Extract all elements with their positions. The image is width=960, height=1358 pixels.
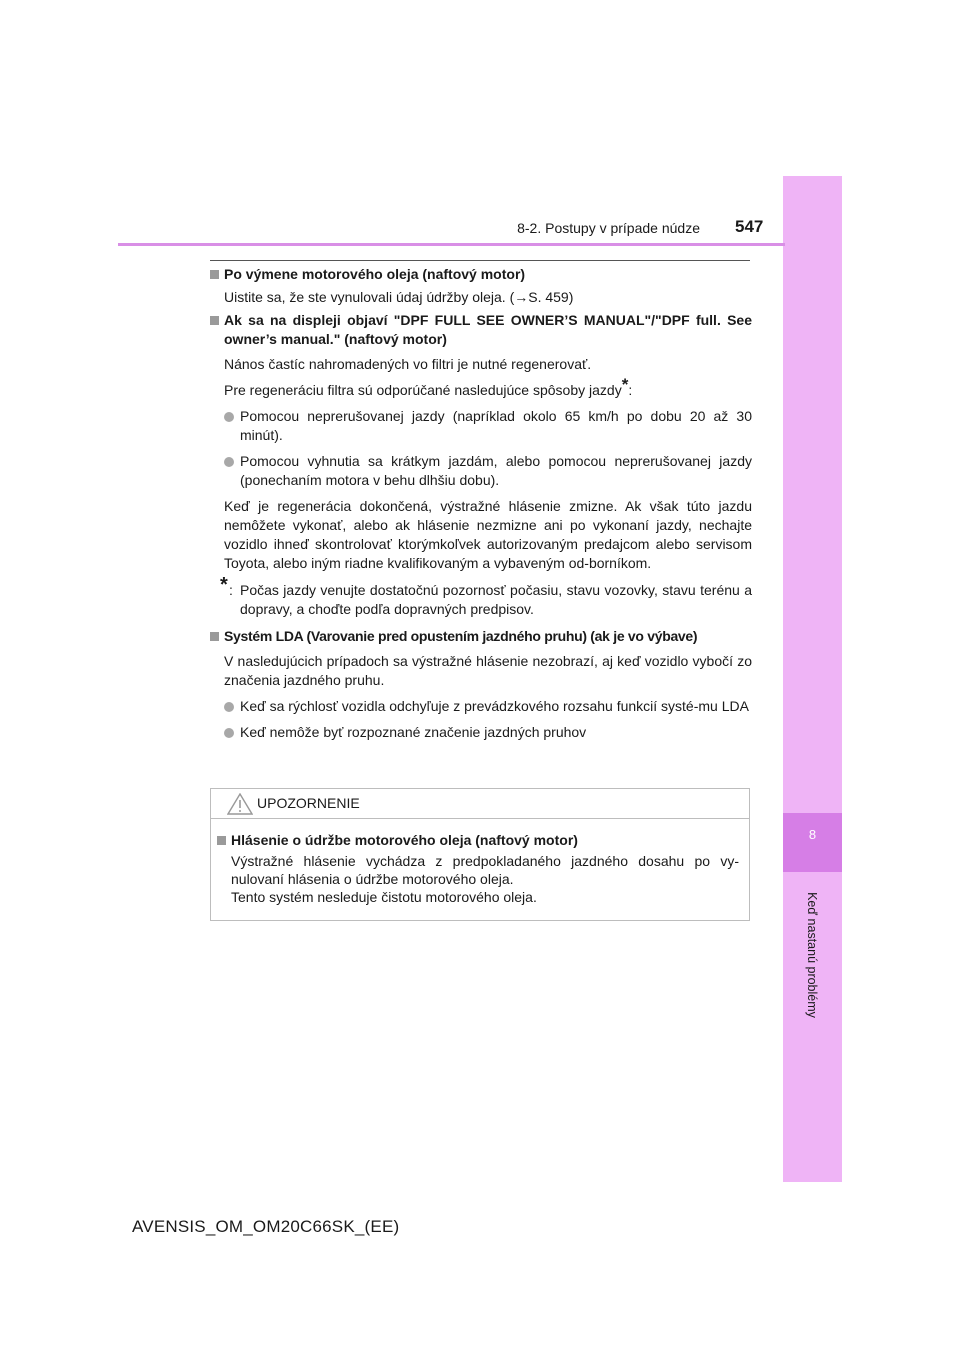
caution-body: [211, 819, 749, 906]
footer-document-code: AVENSIS_OM_OM20C66SK_(EE): [132, 1217, 400, 1236]
list-item-text: Keď sa rýchlosť vozidla odchyľuje z prevádzkového rozsahu funkcií systé-mu LDA: [240, 698, 749, 714]
round-bullet-icon: [224, 702, 234, 712]
round-bullet-icon: [224, 728, 234, 738]
side-tab-chapter-marker: [783, 813, 842, 872]
paragraph-end: :: [628, 382, 633, 398]
heading-text: Hlásenie o údržbe motorového oleja (naftový motor): [231, 832, 578, 848]
heading-text: Po výmene motorového oleja (naftový motor): [224, 266, 526, 282]
paragraph: [210, 375, 752, 400]
side-tab-label: Keď nastanú problémy: [805, 892, 819, 1018]
side-tab: [783, 176, 842, 1182]
list-item: [210, 697, 752, 716]
square-bullet-icon: [210, 632, 219, 641]
side-tab-number: 8: [808, 827, 817, 842]
footnote: [210, 574, 752, 619]
footnote-asterisk: *: [220, 574, 228, 596]
square-bullet-icon: [210, 316, 219, 325]
paragraph: Nános častíc nahromadených vo filtri je nutné regenerovať.: [224, 356, 592, 372]
section-heading-oil-change: [210, 265, 752, 284]
list-item: [210, 723, 752, 742]
content-top-rule: [210, 260, 750, 261]
paragraph: V nasledujúcich prípadoch sa výstražné hlásenie nezobrazí, aj keď vozidlo vybočí zo značenia jazdného pruhu.: [224, 653, 752, 688]
paragraph: Uistite sa, že ste vynulovali údaj údržby oleja. (→S. 459): [224, 289, 574, 305]
caution-header: [211, 789, 749, 819]
footnote-colon: :: [229, 582, 233, 598]
list-item-text: Pomocou vyhnutia sa krátkym jazdám, alebo pomocou neprerušovanej jazdy (ponechaním motora v behu dlhšiu dobu).: [240, 453, 752, 488]
round-bullet-icon: [224, 412, 234, 422]
page-number: 547: [735, 217, 764, 236]
list-item-text: Pomocou neprerušovanej jazdy (napríklad okolo 65 km/h po dobu 20 až 30 minút).: [240, 408, 752, 443]
caution-text: Tento systém nesleduje čistotu motorového oleja.: [231, 889, 537, 905]
caution-box: [210, 788, 750, 921]
heading-text: Ak sa na displeji objaví "DPF FULL SEE OWNER’S MANUAL"/"DPF full. See owner’s manual." (naftový motor): [224, 312, 752, 347]
section-heading-lda: [210, 627, 752, 646]
square-bullet-icon: [210, 270, 219, 279]
round-bullet-icon: [224, 457, 234, 467]
square-bullet-icon: [217, 836, 226, 845]
paragraph: Keď je regenerácia dokončená, výstražné hlásenie zmizne. Ak však túto jazdu nemôžete vykonať, alebo ak hlásenie nezmizne ani po vykonaní jazdy, nechajte vozidlo ihneď skontrolovať ktorýmkoľvek autorizovaným predajcom alebo servisom Toyota, alebo iným riadne kvalifikovaným a vybaveným od-borníkom.: [224, 498, 752, 571]
list-item: [210, 452, 752, 490]
section-title: 8-2. Postupy v prípade núdze: [517, 220, 700, 236]
caution-title: UPOZORNENIE: [257, 795, 360, 811]
list-item: [210, 407, 752, 445]
footnote-reference: *: [621, 375, 629, 394]
main-content: [210, 264, 752, 742]
warning-triangle-icon: [227, 793, 253, 815]
header-rule: [118, 243, 785, 246]
caution-text: Výstražné hlásenie vychádza z predpokladaného jazdného dosahu po vy-nulovaní hlásenia o údržbe motorového oleja.: [231, 853, 739, 887]
footnote-text: Počas jazdy venujte dostatočnú pozornosť počasiu, stavu vozovky, stavu terénu a dopravy, a choďte podľa dopravných predpisov.: [240, 582, 752, 617]
list-item-text: Keď nemôže byť rozpoznané značenie jazdných pruhov: [240, 724, 587, 740]
section-heading-dpf-full: [210, 311, 752, 349]
paragraph-text: Pre regeneráciu filtra sú odporúčané nasledujúce spôsoby jazdy: [224, 382, 622, 398]
heading-text: Systém LDA (Varovanie pred opustením jazdného pruhu) (ak je vo výbave): [224, 628, 698, 644]
caution-heading: [217, 831, 739, 849]
